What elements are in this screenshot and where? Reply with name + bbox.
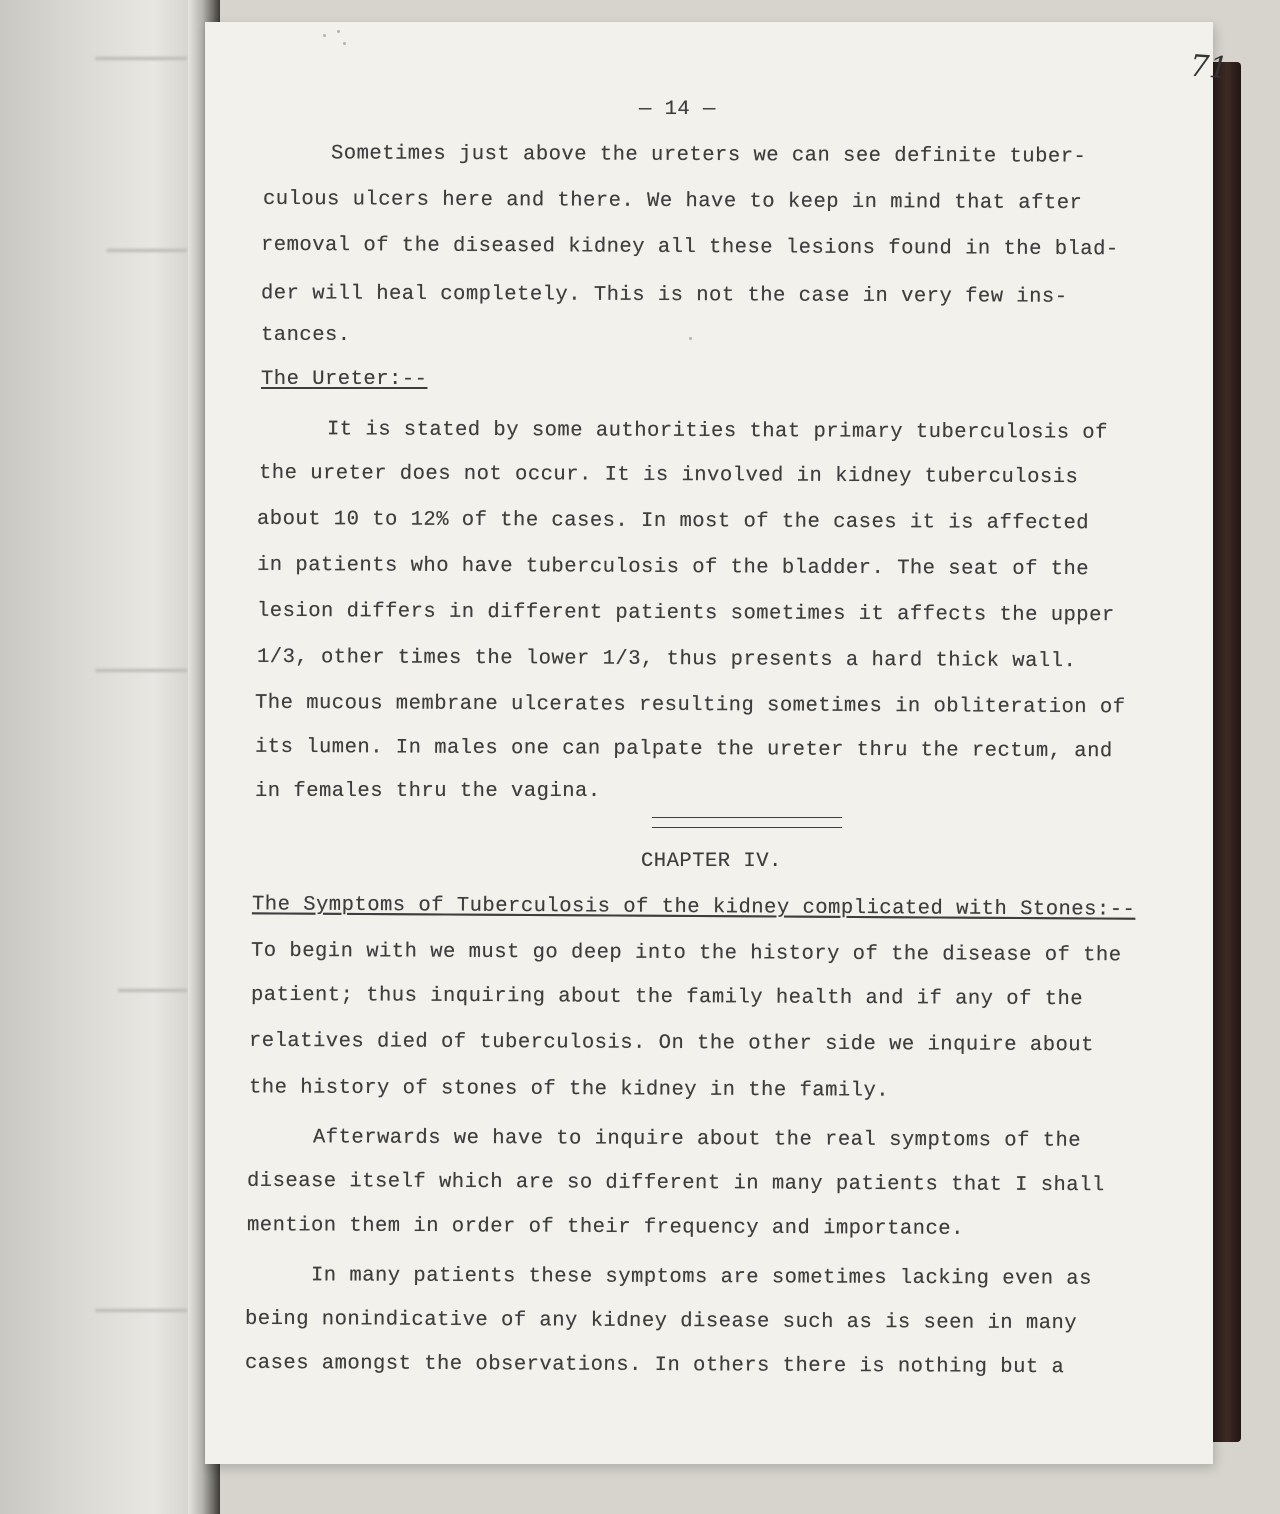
text-line: The mucous membrane ulcerates resulting sometimes in obliteration of: [254, 691, 1126, 720]
text-line: patient; thus inquiring about the family health and if any of the: [250, 983, 1084, 1012]
text-line: the history of stones of the kidney in the family.: [248, 1076, 890, 1103]
text-line: the ureter does not occur. It is involved in kidney tuberculosis: [258, 461, 1079, 490]
ghost-text: ━━━━━━━━: [95, 661, 187, 683]
text-line: in patients who have tuberculosis of the bladder. The seat of the: [256, 553, 1090, 582]
chapter-divider-rule: [652, 827, 842, 828]
book-cover-edge: [1213, 62, 1241, 1442]
text-line: its lumen. In males one can palpate the ureter thru the rectum, and: [254, 735, 1113, 764]
paper-speck: [323, 34, 326, 37]
section-heading-ureter: The Ureter:--: [261, 368, 428, 391]
paper-speck: [337, 30, 340, 33]
text-line: about 10 to 12% of the cases. In most of the cases it is affected: [256, 507, 1090, 536]
text-line: 1/3, other times the lower 1/3, thus presents a hard thick wall.: [256, 645, 1077, 674]
text-line: To begin with we must go deep into the history of the disease of the: [250, 939, 1122, 968]
text-line: mention them in order of their frequency and importance.: [246, 1214, 964, 1241]
ghost-text: ━━━━━━━: [106, 241, 187, 263]
text-line: Sometimes just above the ureters we can see definite tuber-: [330, 142, 1087, 169]
chapter-heading: CHAPTER IV.: [641, 850, 782, 873]
text-line: der will heal completely. This is not the case in very few ins-: [260, 282, 1068, 309]
facing-page-left: [0, 0, 205, 1514]
text-line: tances.: [261, 324, 351, 347]
text-line: in females thru the vagina.: [255, 780, 601, 803]
chapter-divider-rule: [652, 817, 842, 818]
paper-speck: [343, 42, 346, 45]
text-line: culous ulcers here and there. We have to keep in mind that after: [262, 187, 1083, 216]
text-line: It is stated by some authorities that primary tuberculosis of: [326, 418, 1108, 445]
text-line: relatives died of tuberculosis. On the other side we inquire about: [248, 1029, 1094, 1058]
paper-speck: [689, 337, 692, 340]
typed-page-number: — 14 —: [639, 98, 716, 121]
ghost-text: ━━━━━━━━: [95, 49, 187, 71]
text-line: Afterwards we have to inquire about the real symptoms of the: [312, 1126, 1082, 1153]
text-line: removal of the diseased kidney all these lesions found in the blad-: [260, 233, 1119, 262]
ghost-text: ━━━━━━: [118, 981, 187, 1003]
ghost-text: ━━━━━━━━: [95, 1301, 187, 1323]
typed-page: [205, 22, 1230, 1464]
text-line: disease itself which are so different in many patients that I shall: [246, 1169, 1105, 1198]
section-heading-symptoms: The Symptoms of Tuberculosis of the kidney complicated with Stones:--: [251, 893, 1136, 922]
text-line: cases amongst the observations. In others there is nothing but a: [244, 1351, 1065, 1380]
handwritten-page-number: 71: [1188, 48, 1230, 87]
text-line: lesion differs in different patients sometimes it affects the upper: [256, 599, 1115, 628]
text-line: In many patients these symptoms are sometimes lacking even as: [310, 1264, 1092, 1291]
text-line: being nonindicative of any kidney disease such as is seen in many: [244, 1307, 1078, 1336]
